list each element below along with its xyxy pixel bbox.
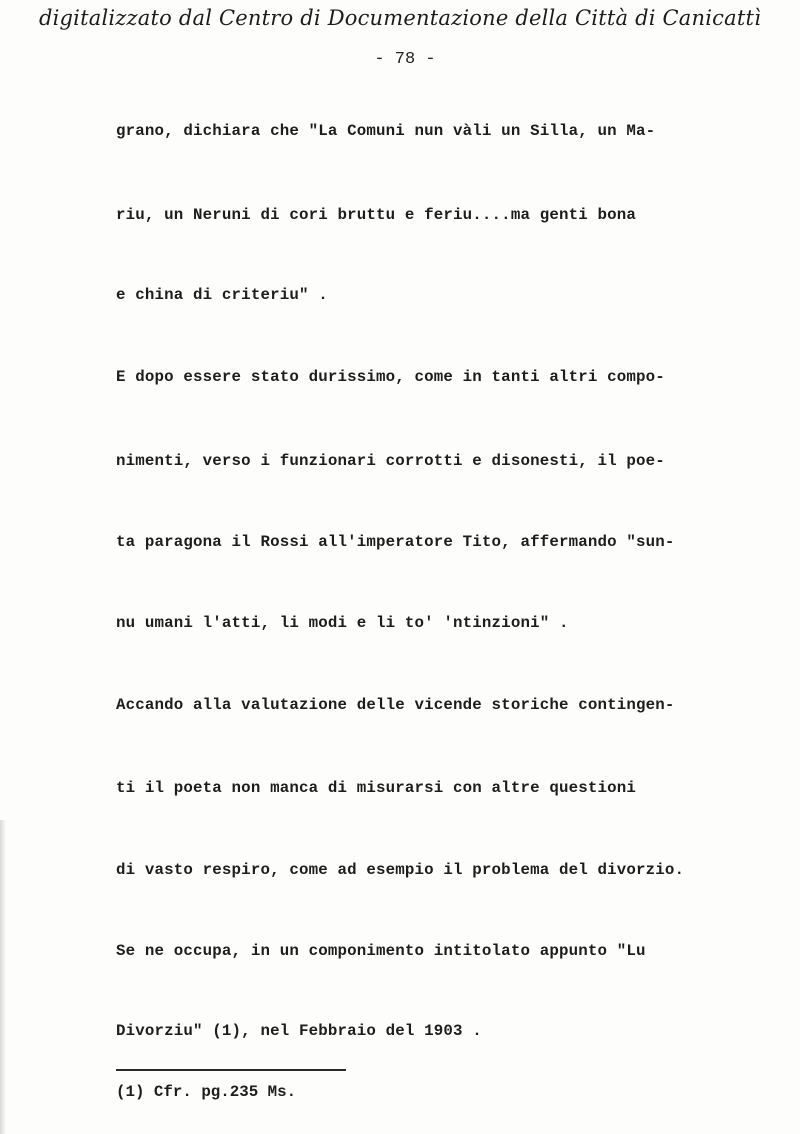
text-line-7: nu umani l'atti, li modi e li to' 'ntinzioni" . bbox=[116, 614, 569, 632]
text-line-12: Divorziu" (1), nel Febbraio del 1903 . bbox=[116, 1022, 482, 1040]
text-line-6: ta paragona il Rossi all'imperatore Tito, affermando "sun- bbox=[116, 533, 675, 551]
footnote-divider bbox=[116, 1069, 346, 1071]
text-line-9: ti il poeta non manca di misurarsi con altre questioni bbox=[116, 779, 637, 797]
text-line-4: E dopo essere stato durissimo, come in tanti altri compo- bbox=[116, 368, 665, 386]
footnote: (1) Cfr. pg.235 Ms. bbox=[116, 1083, 297, 1101]
text-line-2: riu, un Neruni di cori bruttu e feriu....ma genti bona bbox=[116, 206, 637, 224]
text-line-10: di vasto respiro, come ad esempio il problema del divorzio. bbox=[116, 861, 685, 879]
text-line-5: nimenti, verso i funzionari corrotti e disonesti, il poe- bbox=[116, 452, 665, 470]
text-line-11: Se ne occupa, in un componimento intitolato appunto "Lu bbox=[116, 942, 646, 960]
text-line-3: e china di criteriu" . bbox=[116, 286, 328, 304]
text-line-1: grano, dichiara che "La Comuni nun vàli un Silla, un Ma- bbox=[116, 122, 656, 140]
text-line-8: Accando alla valutazione delle vicende storiche contingen- bbox=[116, 696, 675, 714]
digitization-watermark: digitalizzato dal Centro di Documentazione della Città di Canicattì bbox=[38, 6, 762, 30]
scan-edge-shadow bbox=[0, 820, 6, 1134]
page-number: - 78 - bbox=[374, 50, 436, 69]
